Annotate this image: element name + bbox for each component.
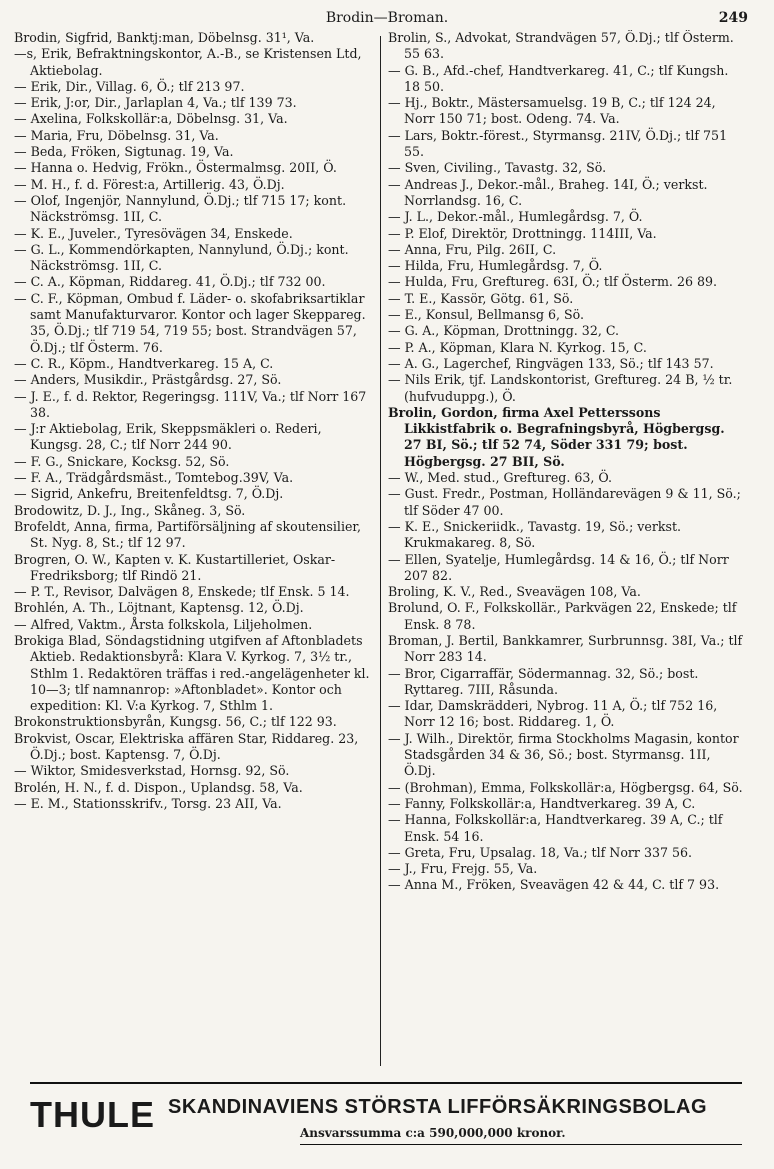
- directory-entry: Brofeldt, Anna, firma, Partiförsäljning af skoutensilier, St. Nyg. 8, St.; tlf 12 97.: [14, 518, 362, 551]
- directory-entry: — G. L., Kommendörkapten, Nannylund, Ö.Dj.; kont. Näckströmsg. 1II, C.: [14, 241, 349, 274]
- directory-entry: — E. M., Stationsskrifv., Torsg. 23 AII, Va.: [14, 795, 282, 811]
- directory-entry: — J:r Aktiebolag, Erik, Skeppsmäkleri o. Rederi, Kungsg. 28, C.; tlf Norr 244 90.: [14, 421, 322, 453]
- page-number: 249: [718, 10, 748, 26]
- directory-entry: — P. A., Köpman, Klara N. Kyrkog. 15, C.: [388, 339, 647, 355]
- directory-entry: — Andreas J., Dekor.-mål., Braheg. 14I, Ö.; verkst. Norrlandsg. 16, C.: [388, 176, 708, 208]
- directory-entry: — P. Elof, Direktör, Drottningg. 114III, Va.: [388, 225, 657, 241]
- directory-entry: — C. R., Köpm., Handtverkareg. 15 A, C.: [14, 355, 274, 371]
- directory-entry: — C. A., Köpman, Riddareg. 41, Ö.Dj.; tlf 732 00.: [14, 274, 326, 290]
- directory-entry: — Axelina, Folkskollär:a, Döbelnsg. 31, Va.: [14, 111, 288, 127]
- directory-entry: Brokiga Blad, Söndagstidning utgifven af Aftonbladets Aktieb. Redaktionsbyrå: Klara V. Kyrkog. 7, 3½ tr., Sthlm 1. Redaktören träffas i red.-angelägenheter kl. 10—3; tlf namnanrop: »Aftonbladet». Kontor och expedition: Kl. V:a Kyrkog. 7, Sthlm 1.: [14, 632, 370, 714]
- column-divider: [380, 36, 381, 1066]
- running-title: Brodin—Broman.: [325, 10, 449, 26]
- directory-entry: — Hanna, Folkskollär:a, Handtverkareg. 39 A, C.; tlf Ensk. 54 16.: [388, 812, 723, 844]
- directory-entry: Brohlén, A. Th., Löjtnant, Kaptensg. 12, Ö.Dj.: [14, 600, 304, 616]
- directory-entry: Brolin, S., Advokat, Strandvägen 57, Ö.Dj.; tlf Österm. 55 63.: [388, 30, 734, 62]
- directory-entry: — W., Med. stud., Greftureg. 63, Ö.: [388, 470, 612, 486]
- directory-entry: Brolin, Gordon, firma Axel Petterssons Likkistfabrik o. Begrafningsbyrå, Högbergsg. 27 BI, Sö.; tlf 52 74, Söder 331 79; bost. Högbergsg. 27 BII, Sö.: [388, 404, 725, 469]
- directory-entry: — Hanna o. Hedvig, Frökn., Östermalmsg. 20II, Ö.: [14, 160, 337, 176]
- directory-entry: — G. A., Köpman, Drottningg. 32, C.: [388, 323, 620, 339]
- directory-entry: — P. T., Revisor, Dalvägen 8, Enskede; tlf Ensk. 5 14.: [14, 584, 350, 600]
- directory-entry: — Lars, Boktr.-förest., Styrmansg. 21IV, Ö.Dj.; tlf 751 55.: [388, 127, 728, 160]
- directory-entry: Brogren, O. W., Kapten v. K. Kustartilleriet, Oskar-Fredriksborg; tlf Rindö 21.: [14, 551, 336, 583]
- directory-entry: — Maria, Fru, Döbelnsg. 31, Va.: [14, 127, 219, 143]
- directory-entry: — Erik, Dir., Villag. 6, Ö.; tlf 213 97.: [14, 78, 245, 94]
- directory-entry: — J. L., Dekor.-mål., Humlegårdsg. 7, Ö.: [388, 209, 643, 225]
- directory-entry: — (Brohman), Emma, Folkskollär:a, Högbergsg. 64, Sö.: [388, 779, 743, 795]
- directory-entry: — J., Fru, Frejg. 55, Va.: [388, 861, 538, 877]
- directory-entry: — Sigrid, Ankefru, Breitenfeldtsg. 7, Ö.Dj.: [14, 486, 284, 502]
- right-column: [388, 30, 746, 1070]
- directory-entry: — J. E., f. d. Rektor, Regeringsg. 111V, Va.; tlf Norr 167 38.: [14, 388, 367, 420]
- directory-entry: — M. H., f. d. Förest:a, Artillerig. 43, Ö.Dj.: [14, 176, 285, 192]
- directory-entry: — Anna, Fru, Pilg. 26II, C.: [388, 241, 557, 257]
- directory-entry: — Alfred, Vaktm., Årsta folkskola, Liljeholmen.: [14, 616, 313, 632]
- directory-entry: — F. G., Snickare, Kocksg. 52, Sö.: [14, 453, 230, 469]
- directory-entry: — Erik, J:or, Dir., Jarlaplan 4, Va.; tlf 139 73.: [14, 95, 297, 111]
- directory-entry: — Hj., Boktr., Mästersamuelsg. 19 B, C.; tlf 124 24, Norr 150 71; bost. Odeng. 74. Va.: [388, 95, 716, 127]
- directory-entry: — Olof, Ingenjör, Nannylund, Ö.Dj.; tlf 715 17; kont. Näckströmsg. 1II, C.: [14, 192, 347, 225]
- directory-entry: — T. E., Kassör, Götg. 61, Sö.: [388, 290, 574, 306]
- directory-entry: — Beda, Fröken, Sigtunag. 19, Va.: [14, 144, 234, 160]
- ad-slogan: SKANDINAVIENS STÖRSTA LIFFÖRSÄKRINGSBOLAG: [168, 1096, 708, 1118]
- directory-entry: — K. E., Snickeriidk., Tavastg. 19, Sö.; verkst. Krukmakareg. 8, Sö.: [388, 518, 682, 551]
- directory-entry: — Sven, Civiling., Tavastg. 32, Sö.: [388, 160, 607, 176]
- ad-bottom-rule: [300, 1144, 742, 1145]
- directory-entry: — E., Konsul, Bellmansg 6, Sö.: [388, 307, 585, 323]
- ad-brand: THULE: [30, 1094, 155, 1135]
- directory-entry: — Gust. Fredr., Postman, Holländarevägen 9 & 11, Sö.; tlf Söder 47 00.: [388, 486, 741, 518]
- directory-entry: — A. G., Lagerchef, Ringvägen 133, Sö.; tlf 143 57.: [388, 355, 714, 371]
- directory-entry: — F. A., Trädgårdsmäst., Tomtebog.39V, Va.: [14, 470, 294, 486]
- directory-entry: — Idar, Damskrädderi, Nybrog. 11 A, Ö.; tlf 752 16, Norr 12 16; bost. Riddareg. 1, Ö.: [388, 698, 718, 730]
- ad-top-rule: [30, 1082, 742, 1084]
- directory-entry: — Nils Erik, tjf. Landskontorist, Greftureg. 24 B, ½ tr. (hufvuduppg.), Ö.: [388, 372, 733, 404]
- directory-entry: — G. B., Afd.-chef, Handtverkareg. 41, C.; tlf Kungsh. 18 50.: [388, 62, 729, 94]
- directory-entry: Brokvist, Oscar, Elektriska affären Star, Riddareg. 23, Ö.Dj.; bost. Kaptensg. 7, Ö.Dj.: [14, 730, 359, 763]
- directory-entry: — Fanny, Folkskollär:a, Handtverkareg. 39 A, C.: [388, 795, 696, 811]
- directory-entry: — Hilda, Fru, Humlegårdsg. 7, Ö.: [388, 258, 603, 274]
- directory-entry: — Anders, Musikdir., Prästgårdsg. 27, Sö.: [14, 372, 282, 388]
- left-column: [14, 30, 372, 1070]
- directory-entry: — J. Wilh., Direktör, firma Stockholms Magasin, kontor Stadsgården 34 & 36, Sö.; bost. Styrmansg. 1II, Ö.Dj.: [388, 730, 739, 779]
- directory-entry: Broman, J. Bertil, Bankkamrer, Surbrunnsg. 38I, Va.; tlf Norr 283 14.: [388, 632, 743, 665]
- directory-entry: — Wiktor, Smidesverkstad, Hornsg. 92, Sö.: [14, 763, 290, 779]
- directory-entry: — Anna M., Fröken, Sveavägen 42 & 44, C. tlf 7 93.: [388, 877, 720, 893]
- directory-entry: Brodin, Sigfrid, Banktj:man, Döbelnsg. 31¹, Va.: [14, 30, 315, 45]
- directory-entry: —s, Erik, Befraktningskontor, A.-B., se Kristensen Ltd, Aktiebolag.: [14, 46, 362, 78]
- ad-sum: Ansvarssumma c:a 590,000,000 kronor.: [300, 1126, 566, 1140]
- directory-entry: Broling, K. V., Red., Sveavägen 108, Va.: [388, 584, 641, 600]
- directory-entry: Brolén, H. N., f. d. Dispon., Uplandsg. 58, Va.: [14, 779, 303, 795]
- directory-entry: — Bror, Cigarraffär, Södermannag. 32, Sö.; bost. Ryttareg. 7III, Råsunda.: [388, 665, 699, 697]
- directory-entry: — K. E., Juveler., Tyresövägen 34, Enskede.: [14, 225, 293, 241]
- advertisement: [0, 1082, 774, 1162]
- directory-entry: — Greta, Fru, Upsalag. 18, Va.; tlf Norr 337 56.: [388, 844, 693, 860]
- directory-entry: — C. F., Köpman, Ombud f. Läder- o. skofabriksartiklar samt Manufakturvaror. Kontor och lager Skeppareg. 35, Ö.Dj.; tlf 719 54, 719 55; bost. Strandvägen 57, Ö.Dj.; tlf Österm. 76.: [14, 290, 366, 355]
- directory-entry: Brodowitz, D. J., Ing., Skåneg. 3, Sö.: [14, 502, 246, 518]
- directory-entry: Brolund, O. F., Folkskollär., Parkvägen 22, Enskede; tlf Ensk. 8 78.: [388, 600, 737, 632]
- directory-entry: — Hulda, Fru, Greftureg. 63I, Ö.; tlf Österm. 26 89.: [388, 274, 717, 290]
- directory-entry: Brokonstruktionsbyrån, Kungsg. 56, C.; tlf 122 93.: [14, 714, 337, 730]
- directory-entry: — Ellen, Syatelje, Humlegårdsg. 14 & 16, Ö.; tlf Norr 207 82.: [388, 551, 729, 583]
- page-header: [0, 10, 774, 32]
- directory-columns: [14, 30, 762, 1070]
